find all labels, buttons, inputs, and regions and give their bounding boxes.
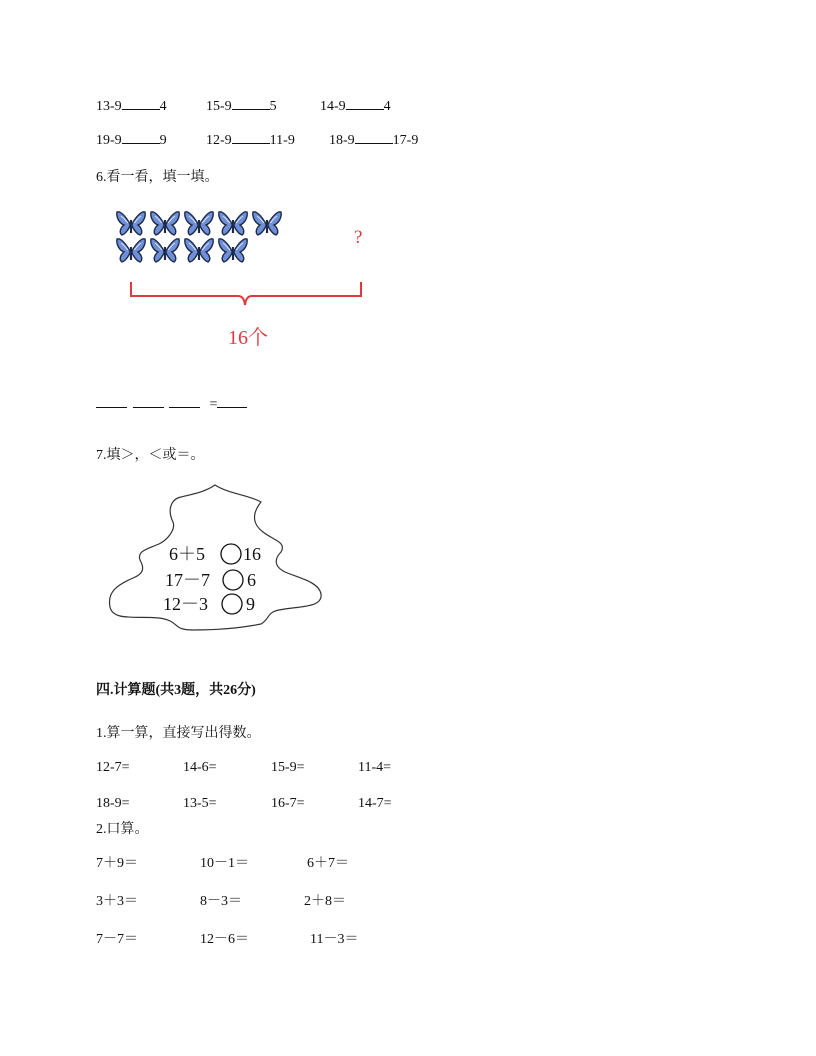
compare-item: 12-9 11-9 [206, 133, 295, 148]
compare-item: 14-9 4 [320, 99, 391, 114]
question-7-title: 7.填＞，＜或＝。 [96, 448, 205, 463]
equals-sign: = [209, 397, 218, 412]
mental-calc-item: 2＋8＝ [304, 894, 346, 909]
answer-circle [221, 544, 241, 564]
compare-item: 19-9 9 [96, 133, 167, 148]
question-2-title: 2.口算。 [96, 822, 149, 837]
answer-circle [222, 594, 242, 614]
question-6-title: 6.看一看，填一填。 [96, 170, 219, 185]
total-label: 16个 [228, 327, 268, 349]
mental-calc-item: 3＋3＝ [96, 894, 138, 909]
butterfly-icon [185, 212, 213, 235]
answer-circle [223, 570, 243, 590]
mental-calc-item: 7＋9＝ [96, 856, 138, 871]
compare-right-value: 9 [246, 594, 255, 614]
blank-2[interactable] [133, 395, 164, 408]
mental-calc-item: 12－6＝ [200, 932, 249, 947]
calc-item: 15-9= [271, 760, 305, 775]
answer-blank[interactable] [122, 131, 160, 144]
calc-item: 16-7= [271, 796, 305, 811]
butterfly-icon [185, 239, 213, 262]
compare-right-value: 6 [247, 570, 256, 590]
butterfly-figure [110, 205, 380, 355]
answer-blank[interactable] [232, 131, 270, 144]
butterfly-icon [219, 212, 247, 235]
blank-3[interactable] [169, 395, 200, 408]
answer-blank[interactable] [232, 97, 270, 110]
blank-4[interactable] [217, 395, 247, 408]
section-heading: 四.计算题(共3题，共26分) [96, 683, 256, 698]
calc-item: 14-7= [358, 796, 392, 811]
compare-item: 15-9 5 [206, 99, 277, 114]
calc-item: 12-7= [96, 760, 130, 775]
answer-blank[interactable] [346, 97, 384, 110]
question-mark: ? [354, 227, 363, 248]
butterfly-row-bottom [117, 239, 247, 262]
tree-outline [109, 485, 321, 630]
equation-blanks [96, 395, 247, 413]
calc-item: 14-6= [183, 760, 217, 775]
blank-1[interactable] [96, 395, 127, 408]
mental-calc-item: 8－3＝ [200, 894, 242, 909]
butterfly-icon [151, 212, 179, 235]
butterfly-row-top [117, 212, 281, 235]
calc-item: 13-5= [183, 796, 217, 811]
butterfly-icon [117, 212, 145, 235]
answer-blank[interactable] [122, 97, 160, 110]
brace-icon [131, 282, 361, 305]
compare-item: 18-9 17-9 [329, 133, 419, 148]
butterfly-icon [117, 239, 145, 262]
calc-item: 18-9= [96, 796, 130, 811]
answer-blank[interactable] [355, 131, 393, 144]
compare-item: 13-9 4 [96, 99, 167, 114]
compare-expression: 17－7 [165, 570, 210, 590]
mental-calc-item: 7－7＝ [96, 932, 138, 947]
butterfly-icon [151, 239, 179, 262]
compare-expression: 6＋5 [169, 544, 205, 564]
question-1-title: 1.算一算，直接写出得数。 [96, 726, 261, 741]
compare-expression: 12－3 [163, 594, 208, 614]
butterfly-icon [219, 239, 247, 262]
tree-figure [105, 482, 327, 634]
calc-item: 11-4= [358, 760, 392, 775]
compare-right-value: 16 [243, 544, 261, 564]
butterfly-icon [253, 212, 281, 235]
mental-calc-item: 10－1＝ [200, 856, 249, 871]
mental-calc-item: 6＋7＝ [307, 856, 349, 871]
mental-calc-item: 11－3＝ [310, 932, 359, 947]
